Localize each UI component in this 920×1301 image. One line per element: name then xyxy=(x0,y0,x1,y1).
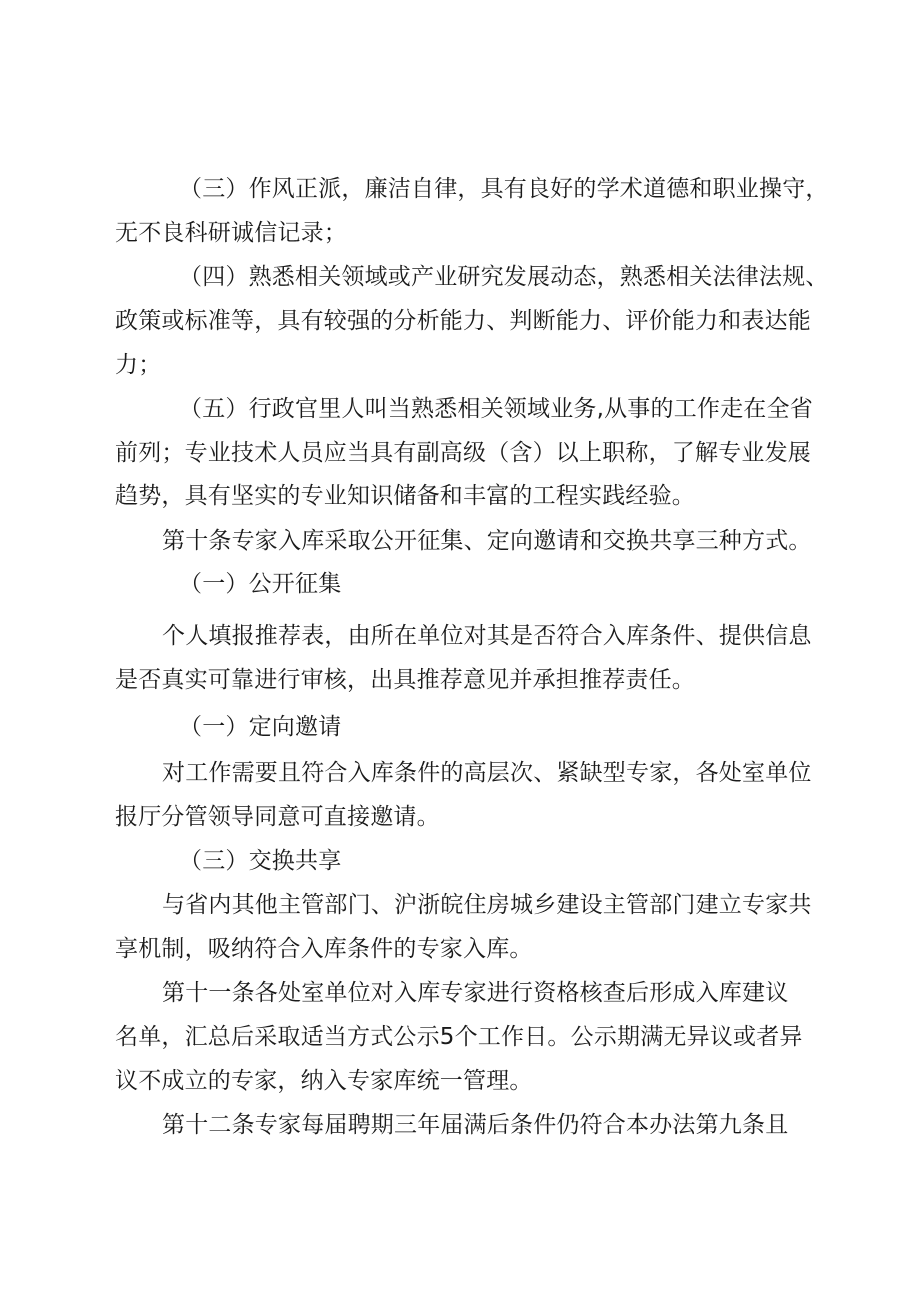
text-line: （四）熟悉相关领域或产业研究发展动态，熟悉相关法律法规、 xyxy=(179,264,829,290)
text-line: 趋势，具有坚实的专业知识储备和丰富的工程实践经验。 xyxy=(115,483,695,509)
text-line: 个人填报推荐表，由所在单位对其是否符合入库条件、提供信息 xyxy=(162,623,812,649)
text-line: 第十条专家入库采取公开征集、定向邀请和交换共享三种方式。 xyxy=(162,528,812,554)
text-line: 对工作需要且符合入库条件的高层次、紧缺型专家，各处室单位 xyxy=(162,760,812,786)
text-line: （一）公开征集 xyxy=(179,571,342,597)
text-line: 无不良科研诚信记录； xyxy=(115,220,347,246)
text-line: 报厅分管领导同意可直接邀请。 xyxy=(115,804,440,830)
text-line: 第十二条专家每届聘期三年届满后条件仍符合本办法第九条且 xyxy=(162,1112,789,1138)
text-line: 力； xyxy=(115,352,162,378)
text-line: 享机制，吸纳符合入库条件的专家入库。 xyxy=(115,936,533,962)
text-line: 政策或标准等，具有较强的分析能力、判断能力、评价能力和表达能 xyxy=(115,308,811,334)
text-line: （三）作风正派，廉洁自律，具有良好的学术道德和职业操守， xyxy=(179,176,829,202)
text-line: （五）行政官里人叫当熟悉相关领域业务,从事的工作走在全省 xyxy=(179,396,813,422)
text-line: 名单，汇总后采取适当方式公示5个工作日。公示期满无异议或者异 xyxy=(115,1024,803,1050)
text-line: 是否真实可靠进行审核，出具推荐意见并承担推荐责任。 xyxy=(115,667,695,693)
text-line: 议不成立的专家，纳入专家库统一管理。 xyxy=(115,1068,533,1094)
text-line: 前列；专业技术人员应当具有副高级（含）以上职称，了解专业发展 xyxy=(115,440,811,466)
text-line: （三）交换共享 xyxy=(179,848,342,874)
text-line: （一）定向邀请 xyxy=(179,714,342,740)
text-line: 与省内其他主管部门、沪浙皖住房城乡建设主管部门建立专家共 xyxy=(162,892,812,918)
text-line: 第十一条各处室单位对入库专家进行资格核查后形成入库建议 xyxy=(162,980,789,1006)
